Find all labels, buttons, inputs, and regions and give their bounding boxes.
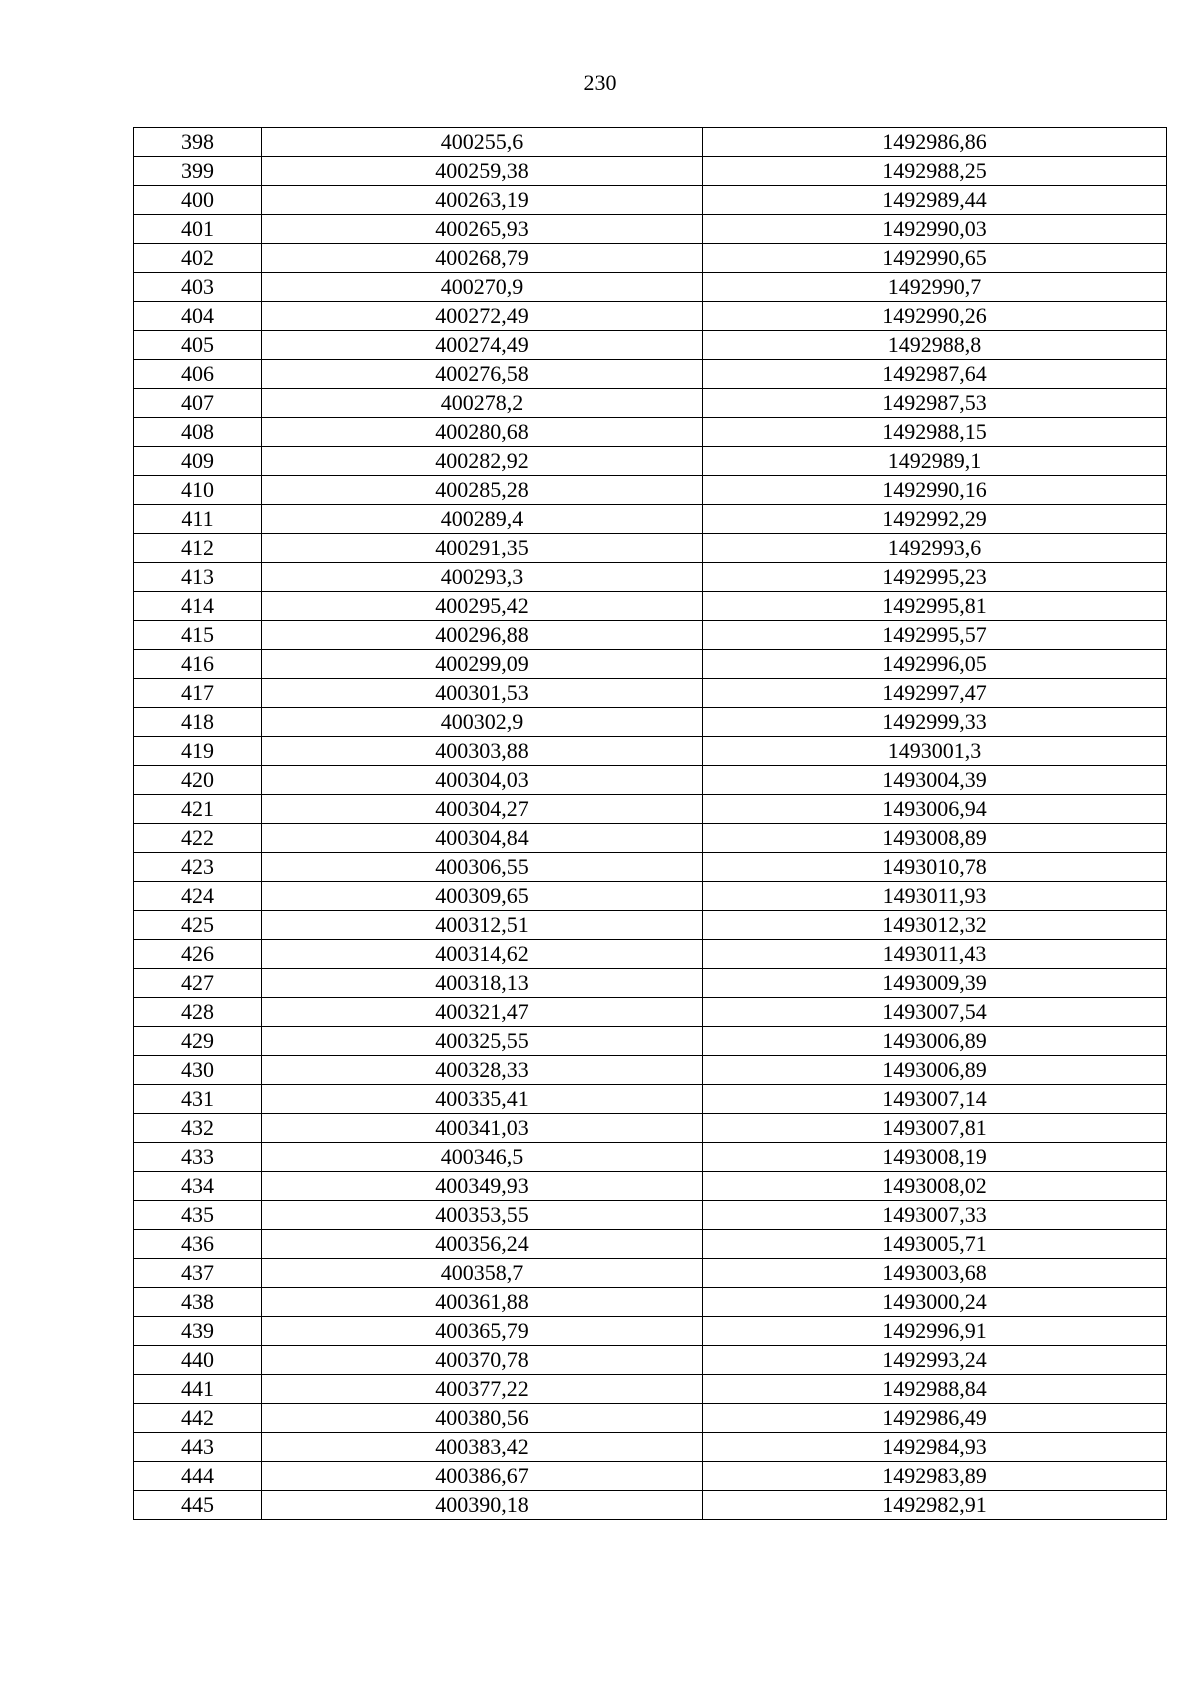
point-number-cell: 427 (134, 969, 262, 998)
y-coordinate-cell: 1493010,78 (703, 853, 1167, 882)
y-coordinate-cell: 1493011,43 (703, 940, 1167, 969)
table-row (134, 244, 1167, 273)
x-coordinate-cell: 400335,41 (262, 1085, 703, 1114)
point-number-cell: 428 (134, 998, 262, 1027)
table-row (134, 1056, 1167, 1085)
x-coordinate-cell: 400289,4 (262, 505, 703, 534)
table-row (134, 302, 1167, 331)
y-coordinate-cell: 1492984,93 (703, 1433, 1167, 1462)
point-number-cell: 398 (134, 128, 262, 157)
x-coordinate-cell: 400328,33 (262, 1056, 703, 1085)
y-coordinate-cell: 1492990,7 (703, 273, 1167, 302)
table-row (134, 969, 1167, 998)
table-row (134, 1433, 1167, 1462)
point-number-cell: 433 (134, 1143, 262, 1172)
x-coordinate-cell: 400358,7 (262, 1259, 703, 1288)
y-coordinate-cell: 1493003,68 (703, 1259, 1167, 1288)
x-coordinate-cell: 400282,92 (262, 447, 703, 476)
x-coordinate-cell: 400309,65 (262, 882, 703, 911)
y-coordinate-cell: 1492993,6 (703, 534, 1167, 563)
point-number-cell: 413 (134, 563, 262, 592)
table-row (134, 737, 1167, 766)
x-coordinate-cell: 400296,88 (262, 621, 703, 650)
table-row (134, 998, 1167, 1027)
table-row (134, 1201, 1167, 1230)
x-coordinate-cell: 400312,51 (262, 911, 703, 940)
table-row (134, 1259, 1167, 1288)
y-coordinate-cell: 1493007,54 (703, 998, 1167, 1027)
y-coordinate-cell: 1493008,19 (703, 1143, 1167, 1172)
x-coordinate-cell: 400325,55 (262, 1027, 703, 1056)
y-coordinate-cell: 1493008,89 (703, 824, 1167, 853)
y-coordinate-cell: 1492987,53 (703, 389, 1167, 418)
table-row (134, 650, 1167, 679)
x-coordinate-cell: 400270,9 (262, 273, 703, 302)
point-number-cell: 434 (134, 1172, 262, 1201)
y-coordinate-cell: 1493011,93 (703, 882, 1167, 911)
x-coordinate-cell: 400285,28 (262, 476, 703, 505)
point-number-cell: 420 (134, 766, 262, 795)
point-number-cell: 404 (134, 302, 262, 331)
table-row (134, 1114, 1167, 1143)
y-coordinate-cell: 1493007,33 (703, 1201, 1167, 1230)
x-coordinate-cell: 400365,79 (262, 1317, 703, 1346)
y-coordinate-cell: 1492988,15 (703, 418, 1167, 447)
y-coordinate-cell: 1492990,03 (703, 215, 1167, 244)
table-row (134, 853, 1167, 882)
table-row (134, 679, 1167, 708)
page-number: 230 (583, 70, 617, 95)
y-coordinate-cell: 1492993,24 (703, 1346, 1167, 1375)
x-coordinate-cell: 400383,42 (262, 1433, 703, 1462)
point-number-cell: 405 (134, 331, 262, 360)
x-coordinate-cell: 400268,79 (262, 244, 703, 273)
y-coordinate-cell: 1493004,39 (703, 766, 1167, 795)
point-number-cell: 403 (134, 273, 262, 302)
point-number-cell: 439 (134, 1317, 262, 1346)
y-coordinate-cell: 1492990,16 (703, 476, 1167, 505)
x-coordinate-cell: 400361,88 (262, 1288, 703, 1317)
y-coordinate-cell: 1492988,8 (703, 331, 1167, 360)
point-number-cell: 419 (134, 737, 262, 766)
y-coordinate-cell: 1492990,26 (703, 302, 1167, 331)
y-coordinate-cell: 1493001,3 (703, 737, 1167, 766)
table-row (134, 911, 1167, 940)
y-coordinate-cell: 1493009,39 (703, 969, 1167, 998)
y-coordinate-cell: 1492986,49 (703, 1404, 1167, 1433)
point-number-cell: 399 (134, 157, 262, 186)
y-coordinate-cell: 1493008,02 (703, 1172, 1167, 1201)
table-row (134, 592, 1167, 621)
point-number-cell: 442 (134, 1404, 262, 1433)
table-row (134, 534, 1167, 563)
x-coordinate-cell: 400272,49 (262, 302, 703, 331)
table-row (134, 360, 1167, 389)
point-number-cell: 412 (134, 534, 262, 563)
point-number-cell: 415 (134, 621, 262, 650)
table-row (134, 157, 1167, 186)
x-coordinate-cell: 400304,27 (262, 795, 703, 824)
point-number-cell: 418 (134, 708, 262, 737)
y-coordinate-cell: 1493005,71 (703, 1230, 1167, 1259)
y-coordinate-cell: 1492989,1 (703, 447, 1167, 476)
x-coordinate-cell: 400299,09 (262, 650, 703, 679)
point-number-cell: 430 (134, 1056, 262, 1085)
x-coordinate-cell: 400346,5 (262, 1143, 703, 1172)
y-coordinate-cell: 1492989,44 (703, 186, 1167, 215)
table-row (134, 447, 1167, 476)
table-row (134, 766, 1167, 795)
point-number-cell: 408 (134, 418, 262, 447)
point-number-cell: 436 (134, 1230, 262, 1259)
point-number-cell: 407 (134, 389, 262, 418)
x-coordinate-cell: 400356,24 (262, 1230, 703, 1259)
table-row (134, 1491, 1167, 1520)
table-row (134, 1143, 1167, 1172)
point-number-cell: 424 (134, 882, 262, 911)
y-coordinate-cell: 1492999,33 (703, 708, 1167, 737)
point-number-cell: 445 (134, 1491, 262, 1520)
table-row (134, 795, 1167, 824)
x-coordinate-cell: 400390,18 (262, 1491, 703, 1520)
x-coordinate-cell: 400370,78 (262, 1346, 703, 1375)
table-row (134, 882, 1167, 911)
point-number-cell: 422 (134, 824, 262, 853)
table-row (134, 621, 1167, 650)
point-number-cell: 426 (134, 940, 262, 969)
table-row (134, 708, 1167, 737)
table-row (134, 273, 1167, 302)
point-number-cell: 411 (134, 505, 262, 534)
x-coordinate-cell: 400304,03 (262, 766, 703, 795)
point-number-cell: 440 (134, 1346, 262, 1375)
point-number-cell: 416 (134, 650, 262, 679)
point-number-cell: 406 (134, 360, 262, 389)
point-number-cell: 443 (134, 1433, 262, 1462)
table-row (134, 940, 1167, 969)
point-number-cell: 414 (134, 592, 262, 621)
table-row (134, 1085, 1167, 1114)
point-number-cell: 410 (134, 476, 262, 505)
table-row (134, 1462, 1167, 1491)
point-number-cell: 417 (134, 679, 262, 708)
point-number-cell: 438 (134, 1288, 262, 1317)
x-coordinate-cell: 400291,35 (262, 534, 703, 563)
table-row (134, 1230, 1167, 1259)
table-row (134, 128, 1167, 157)
y-coordinate-cell: 1492995,81 (703, 592, 1167, 621)
point-number-cell: 402 (134, 244, 262, 273)
x-coordinate-cell: 400306,55 (262, 853, 703, 882)
x-coordinate-cell: 400304,84 (262, 824, 703, 853)
table-row (134, 418, 1167, 447)
x-coordinate-cell: 400278,2 (262, 389, 703, 418)
coordinates-table (133, 127, 1167, 1520)
x-coordinate-cell: 400302,9 (262, 708, 703, 737)
point-number-cell: 441 (134, 1375, 262, 1404)
table-row (134, 476, 1167, 505)
table-row (134, 186, 1167, 215)
y-coordinate-cell: 1492982,91 (703, 1491, 1167, 1520)
table-row (134, 824, 1167, 853)
y-coordinate-cell: 1493000,24 (703, 1288, 1167, 1317)
y-coordinate-cell: 1492995,23 (703, 563, 1167, 592)
x-coordinate-cell: 400353,55 (262, 1201, 703, 1230)
x-coordinate-cell: 400276,58 (262, 360, 703, 389)
x-coordinate-cell: 400293,3 (262, 563, 703, 592)
point-number-cell: 409 (134, 447, 262, 476)
table-row (134, 1288, 1167, 1317)
x-coordinate-cell: 400295,42 (262, 592, 703, 621)
table-row (134, 1172, 1167, 1201)
y-coordinate-cell: 1492996,91 (703, 1317, 1167, 1346)
point-number-cell: 423 (134, 853, 262, 882)
x-coordinate-cell: 400259,38 (262, 157, 703, 186)
table-row (134, 1317, 1167, 1346)
point-number-cell: 431 (134, 1085, 262, 1114)
y-coordinate-cell: 1492997,47 (703, 679, 1167, 708)
table-row (134, 505, 1167, 534)
x-coordinate-cell: 400301,53 (262, 679, 703, 708)
x-coordinate-cell: 400303,88 (262, 737, 703, 766)
y-coordinate-cell: 1493006,94 (703, 795, 1167, 824)
y-coordinate-cell: 1492996,05 (703, 650, 1167, 679)
y-coordinate-cell: 1493007,14 (703, 1085, 1167, 1114)
x-coordinate-cell: 400380,56 (262, 1404, 703, 1433)
point-number-cell: 429 (134, 1027, 262, 1056)
table-row (134, 1404, 1167, 1433)
point-number-cell: 437 (134, 1259, 262, 1288)
table-row (134, 389, 1167, 418)
y-coordinate-cell: 1492983,89 (703, 1462, 1167, 1491)
x-coordinate-cell: 400280,68 (262, 418, 703, 447)
table-row (134, 563, 1167, 592)
x-coordinate-cell: 400321,47 (262, 998, 703, 1027)
y-coordinate-cell: 1493006,89 (703, 1027, 1167, 1056)
y-coordinate-cell: 1493007,81 (703, 1114, 1167, 1143)
point-number-cell: 421 (134, 795, 262, 824)
table-row (134, 215, 1167, 244)
x-coordinate-cell: 400377,22 (262, 1375, 703, 1404)
y-coordinate-cell: 1492987,64 (703, 360, 1167, 389)
x-coordinate-cell: 400386,67 (262, 1462, 703, 1491)
x-coordinate-cell: 400314,62 (262, 940, 703, 969)
point-number-cell: 444 (134, 1462, 262, 1491)
x-coordinate-cell: 400265,93 (262, 215, 703, 244)
x-coordinate-cell: 400341,03 (262, 1114, 703, 1143)
point-number-cell: 432 (134, 1114, 262, 1143)
point-number-cell: 401 (134, 215, 262, 244)
x-coordinate-cell: 400263,19 (262, 186, 703, 215)
x-coordinate-cell: 400318,13 (262, 969, 703, 998)
y-coordinate-cell: 1492992,29 (703, 505, 1167, 534)
x-coordinate-cell: 400349,93 (262, 1172, 703, 1201)
point-number-cell: 435 (134, 1201, 262, 1230)
table-row (134, 1375, 1167, 1404)
table-row (134, 331, 1167, 360)
x-coordinate-cell: 400274,49 (262, 331, 703, 360)
y-coordinate-cell: 1493012,32 (703, 911, 1167, 940)
x-coordinate-cell: 400255,6 (262, 128, 703, 157)
point-number-cell: 400 (134, 186, 262, 215)
point-number-cell: 425 (134, 911, 262, 940)
y-coordinate-cell: 1492988,84 (703, 1375, 1167, 1404)
y-coordinate-cell: 1493006,89 (703, 1056, 1167, 1085)
y-coordinate-cell: 1492995,57 (703, 621, 1167, 650)
y-coordinate-cell: 1492990,65 (703, 244, 1167, 273)
y-coordinate-cell: 1492986,86 (703, 128, 1167, 157)
table-row (134, 1346, 1167, 1375)
y-coordinate-cell: 1492988,25 (703, 157, 1167, 186)
table-row (134, 1027, 1167, 1056)
coordinates-table-body (134, 128, 1167, 1520)
